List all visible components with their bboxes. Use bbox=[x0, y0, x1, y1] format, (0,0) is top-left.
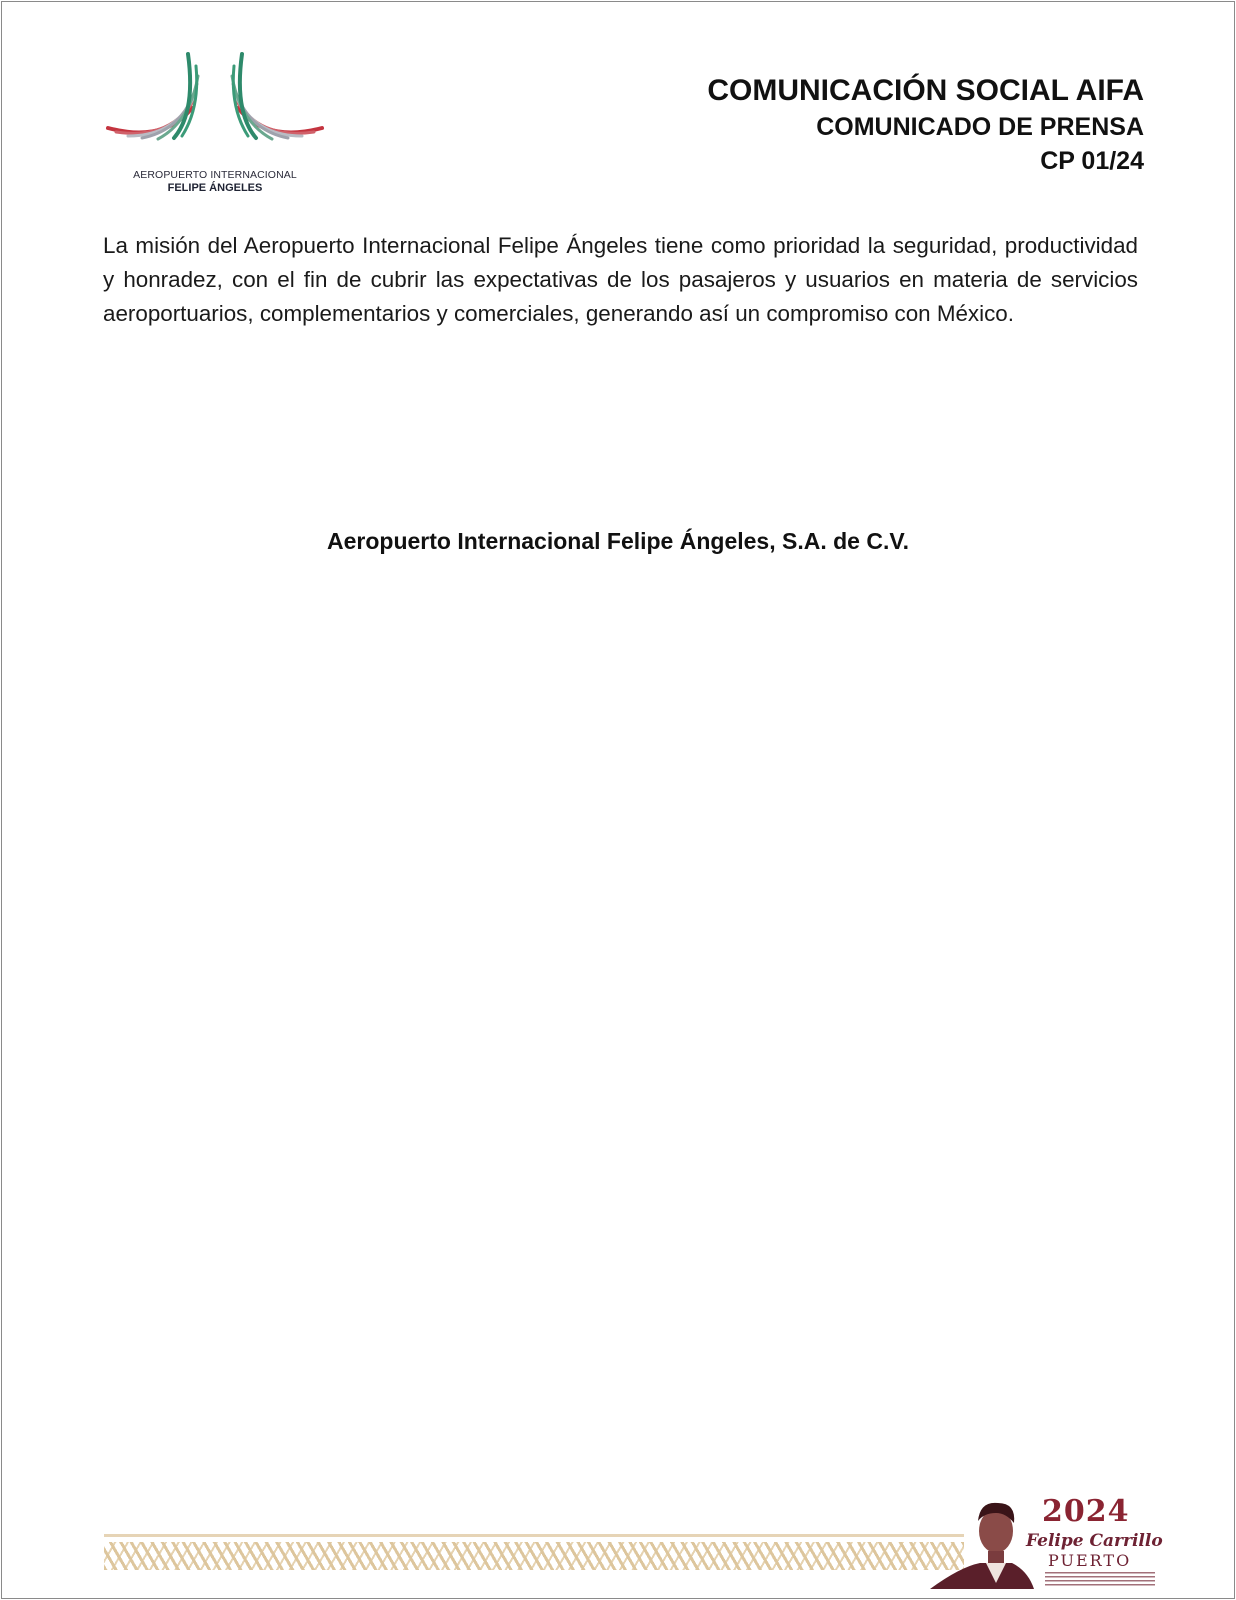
press-release-code: CP 01/24 bbox=[1040, 147, 1144, 175]
emblem-name: Felipe Carrillo bbox=[1026, 1531, 1163, 1551]
wings-emblem-icon bbox=[104, 48, 326, 168]
emblem-place: PUERTO bbox=[1048, 1551, 1132, 1570]
emblem-year: 2024 bbox=[1042, 1494, 1130, 1529]
header-subtitle: COMUNICADO DE PRENSA bbox=[816, 113, 1144, 141]
footer-rule bbox=[104, 1534, 964, 1537]
aifa-logo bbox=[104, 48, 326, 198]
header-title: COMUNICACIÓN SOCIAL AIFA bbox=[707, 74, 1144, 107]
year-emblem bbox=[920, 1493, 1180, 1593]
signature-line: Aeropuerto Internacional Felipe Ángeles, S.A. de C.V. bbox=[327, 528, 909, 554]
logo-line-1: AEROPUERTO INTERNACIONAL bbox=[133, 169, 297, 181]
footer-pattern-band bbox=[104, 1542, 964, 1570]
logo-line-2: FELIPE ÁNGELES bbox=[167, 182, 263, 194]
mission-paragraph: La misión del Aeropuerto Internacional Felipe Ángeles tiene como prioridad la seguridad, productividad y honradez, con el fin de cubrir las expectativas de los pasajeros y usuarios en materia de servicios aeroportuarios, complementarios y comerciales, generando así un compromiso con México. bbox=[103, 233, 1138, 326]
document-header bbox=[707, 72, 1144, 178]
emblem-fine-print bbox=[1045, 1572, 1155, 1586]
